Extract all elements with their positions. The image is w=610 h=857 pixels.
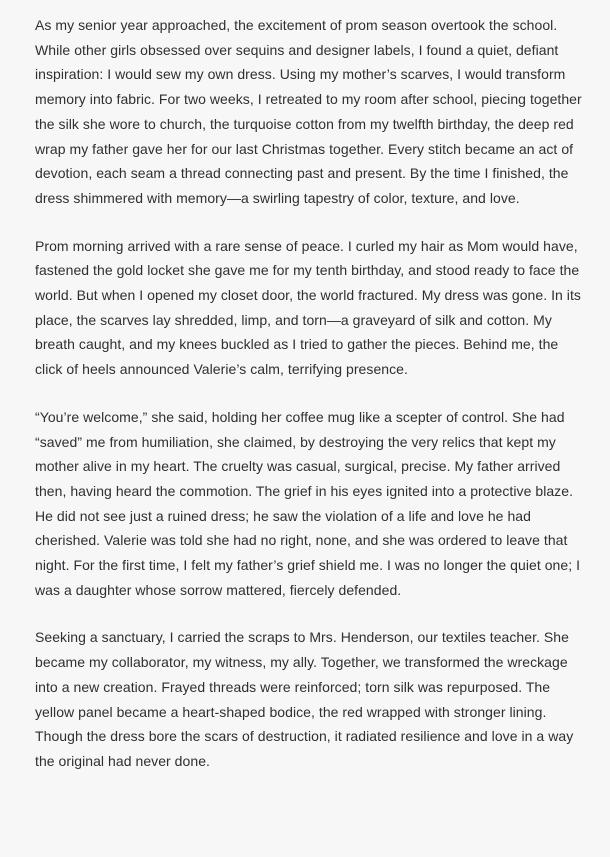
- paragraph-2: Prom morning arrived with a rare sense of peace. I curled my hair as Mom would have, fastened the gold locket she gave me for my tenth birthday, and stood ready to face the world. But when I opened my closet door, the world fractured. My dress was gone. In its place, the scarves lay shredded, limp, and torn—a graveyard of silk and cotton. My breath caught, and my knees buckled as I tried to gather the pieces. Behind me, the click of heels announced Valerie’s calm, terrifying presence.: [35, 237, 581, 378]
- paragraph-3: “You’re welcome,” she said, holding her coffee mug like a scepter of control. She had “saved” me from humiliation, she claimed, by destroying the very relics that kept my mother alive in my heart. The cruelty was casual, surgical, precise. My father arrived then, having heard the commotion. The grief in his eyes ignited into a protective blaze. He did not see just a ruined dress; he saw the violation of a life and love he had cherished. Valerie was told she had no right, none, and she was ordered to leave that night. For the first time, I felt my father’s grief shield me. I was no longer the quiet one; I was a daughter whose sorrow mattered, fiercely defended.: [35, 408, 581, 598]
- paragraph-1: As my senior year approached, the excitement of prom season overtook the school. While other girls obsessed over sequins and designer labels, I found a quiet, defiant inspiration: I would sew my own dress. Using my mother’s scarves, I would transform memory into fabric. For two weeks, I retreated to my room after school, piecing together the silk she wore to church, the turquoise cotton from my twelfth birthday, the deep red wrap my father gave her for our last Christmas together. Every stitch became an act of devotion, each seam a thread connecting past and present. By the time I finished, the dress shimmered with memory—a swirling tapestry of color, texture, and love.: [35, 17, 582, 206]
- story-text: [35, 13, 583, 774]
- paragraph-4: Seeking a sanctuary, I carried the scraps to Mrs. Henderson, our textiles teacher. She became my collaborator, my witness, my ally. Together, we transformed the wreckage into a new creation. Frayed threads were reinforced; torn silk was repurposed. The yellow panel became a heart-shaped bodice, the red wrapped with stronger lining. Though the dress bore the scars of destruction, it radiated resilience and love in a way the original had never done.: [35, 629, 574, 769]
